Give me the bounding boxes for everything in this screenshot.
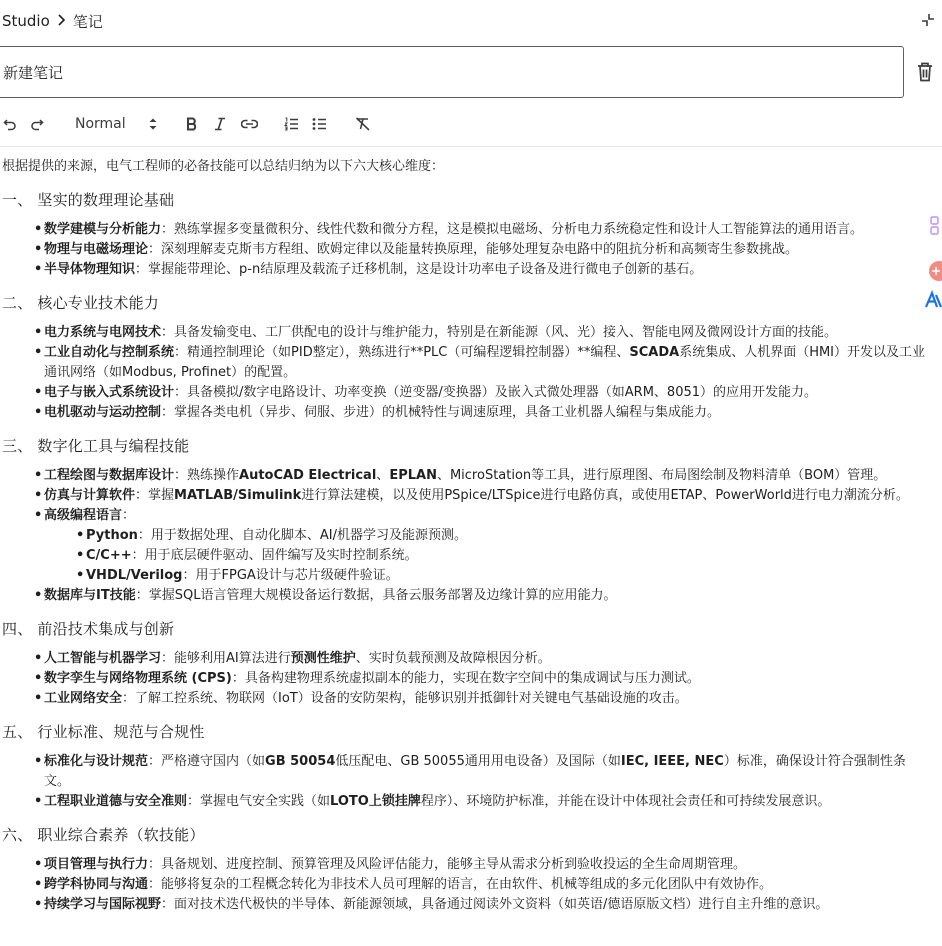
bold-term: AutoCAD Electrical — [239, 468, 377, 483]
bullet-item — [2, 875, 942, 895]
bullet-item — [2, 343, 942, 383]
item-text: 、 — [376, 468, 390, 483]
item-text: ：熟练操作 — [174, 468, 240, 483]
bullet-list — [2, 323, 942, 423]
item-text: ：面对技术迭代极快的半导体、新能源领域，具备通过阅读外文资料（如英语/德语原版文档）进行自主升维的意识。 — [161, 897, 829, 912]
bold-term: IEC, IEEE, NEC — [620, 754, 724, 769]
item-text: ：具备模拟/数字电路设计、功率变换（逆变器/变换器）及嵌入式微处理器（如ARM、8051）的应用开发能力。 — [174, 385, 818, 400]
bullet-item — [2, 240, 942, 260]
bold-term: 工程职业道德与安全准则 — [44, 794, 188, 809]
redo-icon[interactable] — [29, 114, 45, 134]
bullet-item — [2, 486, 942, 506]
item-text: 低压配电、GB 50055通用用电设备）及国际（如 — [335, 754, 621, 769]
item-text: ：掌握电气安全实践（如 — [187, 794, 331, 809]
bold-term: 预测性维护 — [290, 651, 356, 666]
trash-icon[interactable] — [915, 61, 935, 83]
item-text: ）标准，确保设计符合强制性条文。 — [44, 754, 906, 789]
bold-term: 工程绘图与数据库设计 — [44, 468, 175, 483]
select-arrows-icon — [147, 114, 159, 134]
item-text: ：严格遵守国内（如 — [148, 754, 266, 769]
bullet-item — [2, 689, 942, 709]
item-text: 程序）、环境防护标准，并能在设计中体现社会责任和可持续发展意识。 — [420, 794, 831, 809]
bullet-list — [2, 466, 942, 606]
sub-bullet-item — [2, 566, 942, 586]
bullet-item — [2, 669, 942, 689]
bullet-item — [2, 466, 942, 486]
breadcrumb — [2, 10, 103, 32]
bulleted-list-icon[interactable] — [311, 114, 327, 134]
bold-term: 标准化与设计规范 — [44, 754, 149, 769]
bold-term: LOTO上锁挂牌 — [330, 794, 421, 809]
bold-term: 数学建模与分析能力 — [44, 222, 162, 237]
bold-term: 半导体物理知识 — [44, 262, 136, 277]
item-text: ：精通控制理论（如PID整定），熟练进行**PLC（可编程逻辑控制器）**编程、 — [174, 345, 630, 360]
bullet-item — [2, 586, 942, 606]
item-text: ：掌握 — [135, 488, 175, 503]
bold-term: 人工智能与机器学习 — [44, 651, 162, 666]
undo-icon[interactable] — [2, 114, 18, 134]
note-title-text: 新建笔记 — [3, 64, 64, 82]
bold-icon[interactable] — [184, 114, 200, 134]
bold-term: 持续学习与国际视野 — [44, 897, 162, 912]
item-text: 系统集成、人机界面（HMI）开发以及工业通讯网络（如Modbus, Profinet）的配置。 — [44, 345, 926, 380]
clear-format-icon[interactable] — [354, 114, 372, 134]
breadcrumb-studio[interactable]: Studio — [2, 12, 50, 30]
bullet-item — [2, 323, 942, 343]
section-heading: 一、 坚实的数理理论基础 — [2, 191, 175, 209]
bold-term: 物理与电磁场理论 — [44, 242, 149, 257]
bold-term: 电子与嵌入式系统设计 — [44, 385, 175, 400]
item-text: ：具备规划、进度控制、预算管理及风险评估能力，能够主导从需求分析到验收投运的全生命周期管理。 — [148, 857, 747, 872]
item-text: ：了解工控系统、物联网（IoT）设备的安防架构，能够识别并抵御针对关键电气基础设施的攻击。 — [122, 691, 688, 706]
bullet-list — [2, 752, 942, 812]
item-text: ：用于数据处理、自动化脚本、AI/机器学习及能源预测。 — [137, 528, 468, 543]
bullet-item — [2, 260, 942, 280]
bold-term: 高级编程语言 — [44, 508, 123, 523]
numbered-list-icon[interactable] — [283, 114, 299, 134]
bold-term: C/C++ — [86, 548, 132, 563]
bold-term: VHDL/Verilog — [86, 568, 183, 583]
bullet-item — [2, 403, 942, 423]
bullet-item — [2, 855, 942, 875]
item-text: 、实时负载预测及故障根因分析。 — [355, 651, 551, 666]
item-text: ：用于FPGA设计与芯片级硬件验证。 — [182, 568, 399, 583]
item-text: ：掌握能带理论、p-n结原理及载流子迁移机制，这是设计功率电子设备及进行微电子创新的基石。 — [135, 262, 703, 277]
bullet-item — [2, 506, 942, 526]
item-text: ：熟练掌握多变量微积分、线性代数和微分方程，这是模拟电磁场、分析电力系统稳定性和设计人工智能算法的通用语言。 — [161, 222, 864, 237]
bold-term: 项目管理与执行力 — [44, 857, 149, 872]
floating-widget-icon[interactable] — [928, 214, 942, 236]
bold-term: GB 50054 — [265, 754, 336, 769]
item-text: ：掌握SQL语言管理大规模设备运行数据，具备云服务部署及边缘计算的应用能力。 — [135, 588, 617, 603]
bold-term: 电机驱动与运动控制 — [44, 405, 162, 420]
item-text: ：能够将复杂的工程概念转化为非技术人员可理解的语言，在由软件、机械等组成的多元化团队中有效协作。 — [148, 877, 773, 892]
item-text: ：深刻理解麦克斯韦方程组、欧姆定律以及能量转换原理，能够处理复杂电路中的阻抗分析和高频寄生参数挑战。 — [148, 242, 799, 257]
item-text: ：具备构建物理系统虚拟副本的能力，实现在数字空间中的集成调试与压力测试。 — [231, 671, 700, 686]
item-text: 、MicroStation等工具，进行原理图、布局图绘制及物料清单（BOM）管理。 — [436, 468, 887, 483]
bold-term: Python — [86, 528, 138, 543]
sub-bullet-item — [2, 526, 942, 546]
bullet-item — [2, 752, 942, 792]
bullet-list — [2, 855, 942, 915]
section-heading: 三、 数字化工具与编程技能 — [2, 437, 190, 455]
bold-term: SCADA — [629, 345, 680, 360]
section-heading: 六、 职业综合素养（软技能） — [2, 826, 205, 844]
bold-term: MATLAB/Simulink — [174, 488, 302, 503]
floating-translate-icon[interactable] — [924, 289, 942, 311]
bullet-item — [2, 220, 942, 240]
item-text: ：具备发输变电、工厂供配电的设计与维护能力，特别是在新能源（风、光）接入、智能电网及微网设计方面的技能。 — [161, 325, 838, 340]
editor-toolbar — [0, 110, 942, 138]
breadcrumb-current: 笔记 — [72, 12, 103, 31]
bold-term: 数字孪生与网络物理系统 (CPS) — [44, 671, 232, 686]
section-heading: 五、 行业标准、规范与合规性 — [2, 723, 205, 741]
bullet-item — [2, 383, 942, 403]
item-text: ：用于底层硬件驱动、固件编写及实时控制系统。 — [131, 548, 418, 563]
bold-term: 电力系统与电网技术 — [44, 325, 162, 340]
intro-paragraph: 根据提供的来源，电气工程师的必备技能可以总结归纳为以下六大核心维度： — [2, 159, 445, 174]
bold-term: 数据库与IT技能 — [44, 588, 136, 603]
section-heading: 二、 核心专业技术能力 — [2, 294, 159, 312]
note-title-field[interactable] — [0, 46, 904, 98]
item-text: 进行算法建模，以及使用PSpice/LTSpice进行电路仿真，或使用ETAP、PowerWorld进行电力潮流分析。 — [301, 488, 909, 503]
bold-term: EPLAN — [389, 468, 437, 483]
bold-term: 跨学科协同与沟通 — [44, 877, 149, 892]
bullet-list — [2, 220, 942, 280]
link-icon[interactable] — [240, 114, 258, 134]
bold-term: 工业网络安全 — [44, 691, 123, 706]
italic-icon[interactable] — [212, 114, 228, 134]
bullet-list — [2, 649, 942, 709]
section-heading: 四、 前沿技术集成与创新 — [2, 620, 175, 638]
item-text: ：能够利用AI算法进行 — [161, 651, 291, 666]
collapse-icon[interactable] — [920, 12, 936, 28]
bullet-item — [2, 792, 942, 812]
chevron-right-icon — [57, 12, 66, 30]
bullet-item — [2, 895, 942, 915]
bold-term: 仿真与计算软件 — [44, 488, 136, 503]
bold-term: 工业自动化与控制系统 — [44, 345, 175, 360]
text-style-value: Normal — [75, 116, 126, 132]
note-body[interactable] — [2, 157, 942, 915]
item-text: ：掌握各类电机（异步、伺服、步进）的机械特性与调速原理，具备工业机器人编程与集成能力。 — [161, 405, 721, 420]
floating-avatar-icon[interactable] — [926, 260, 942, 282]
toolbar-divider — [0, 146, 942, 147]
bullet-item — [2, 649, 942, 669]
item-text: ： — [122, 508, 136, 523]
sub-bullet-item — [2, 546, 942, 566]
